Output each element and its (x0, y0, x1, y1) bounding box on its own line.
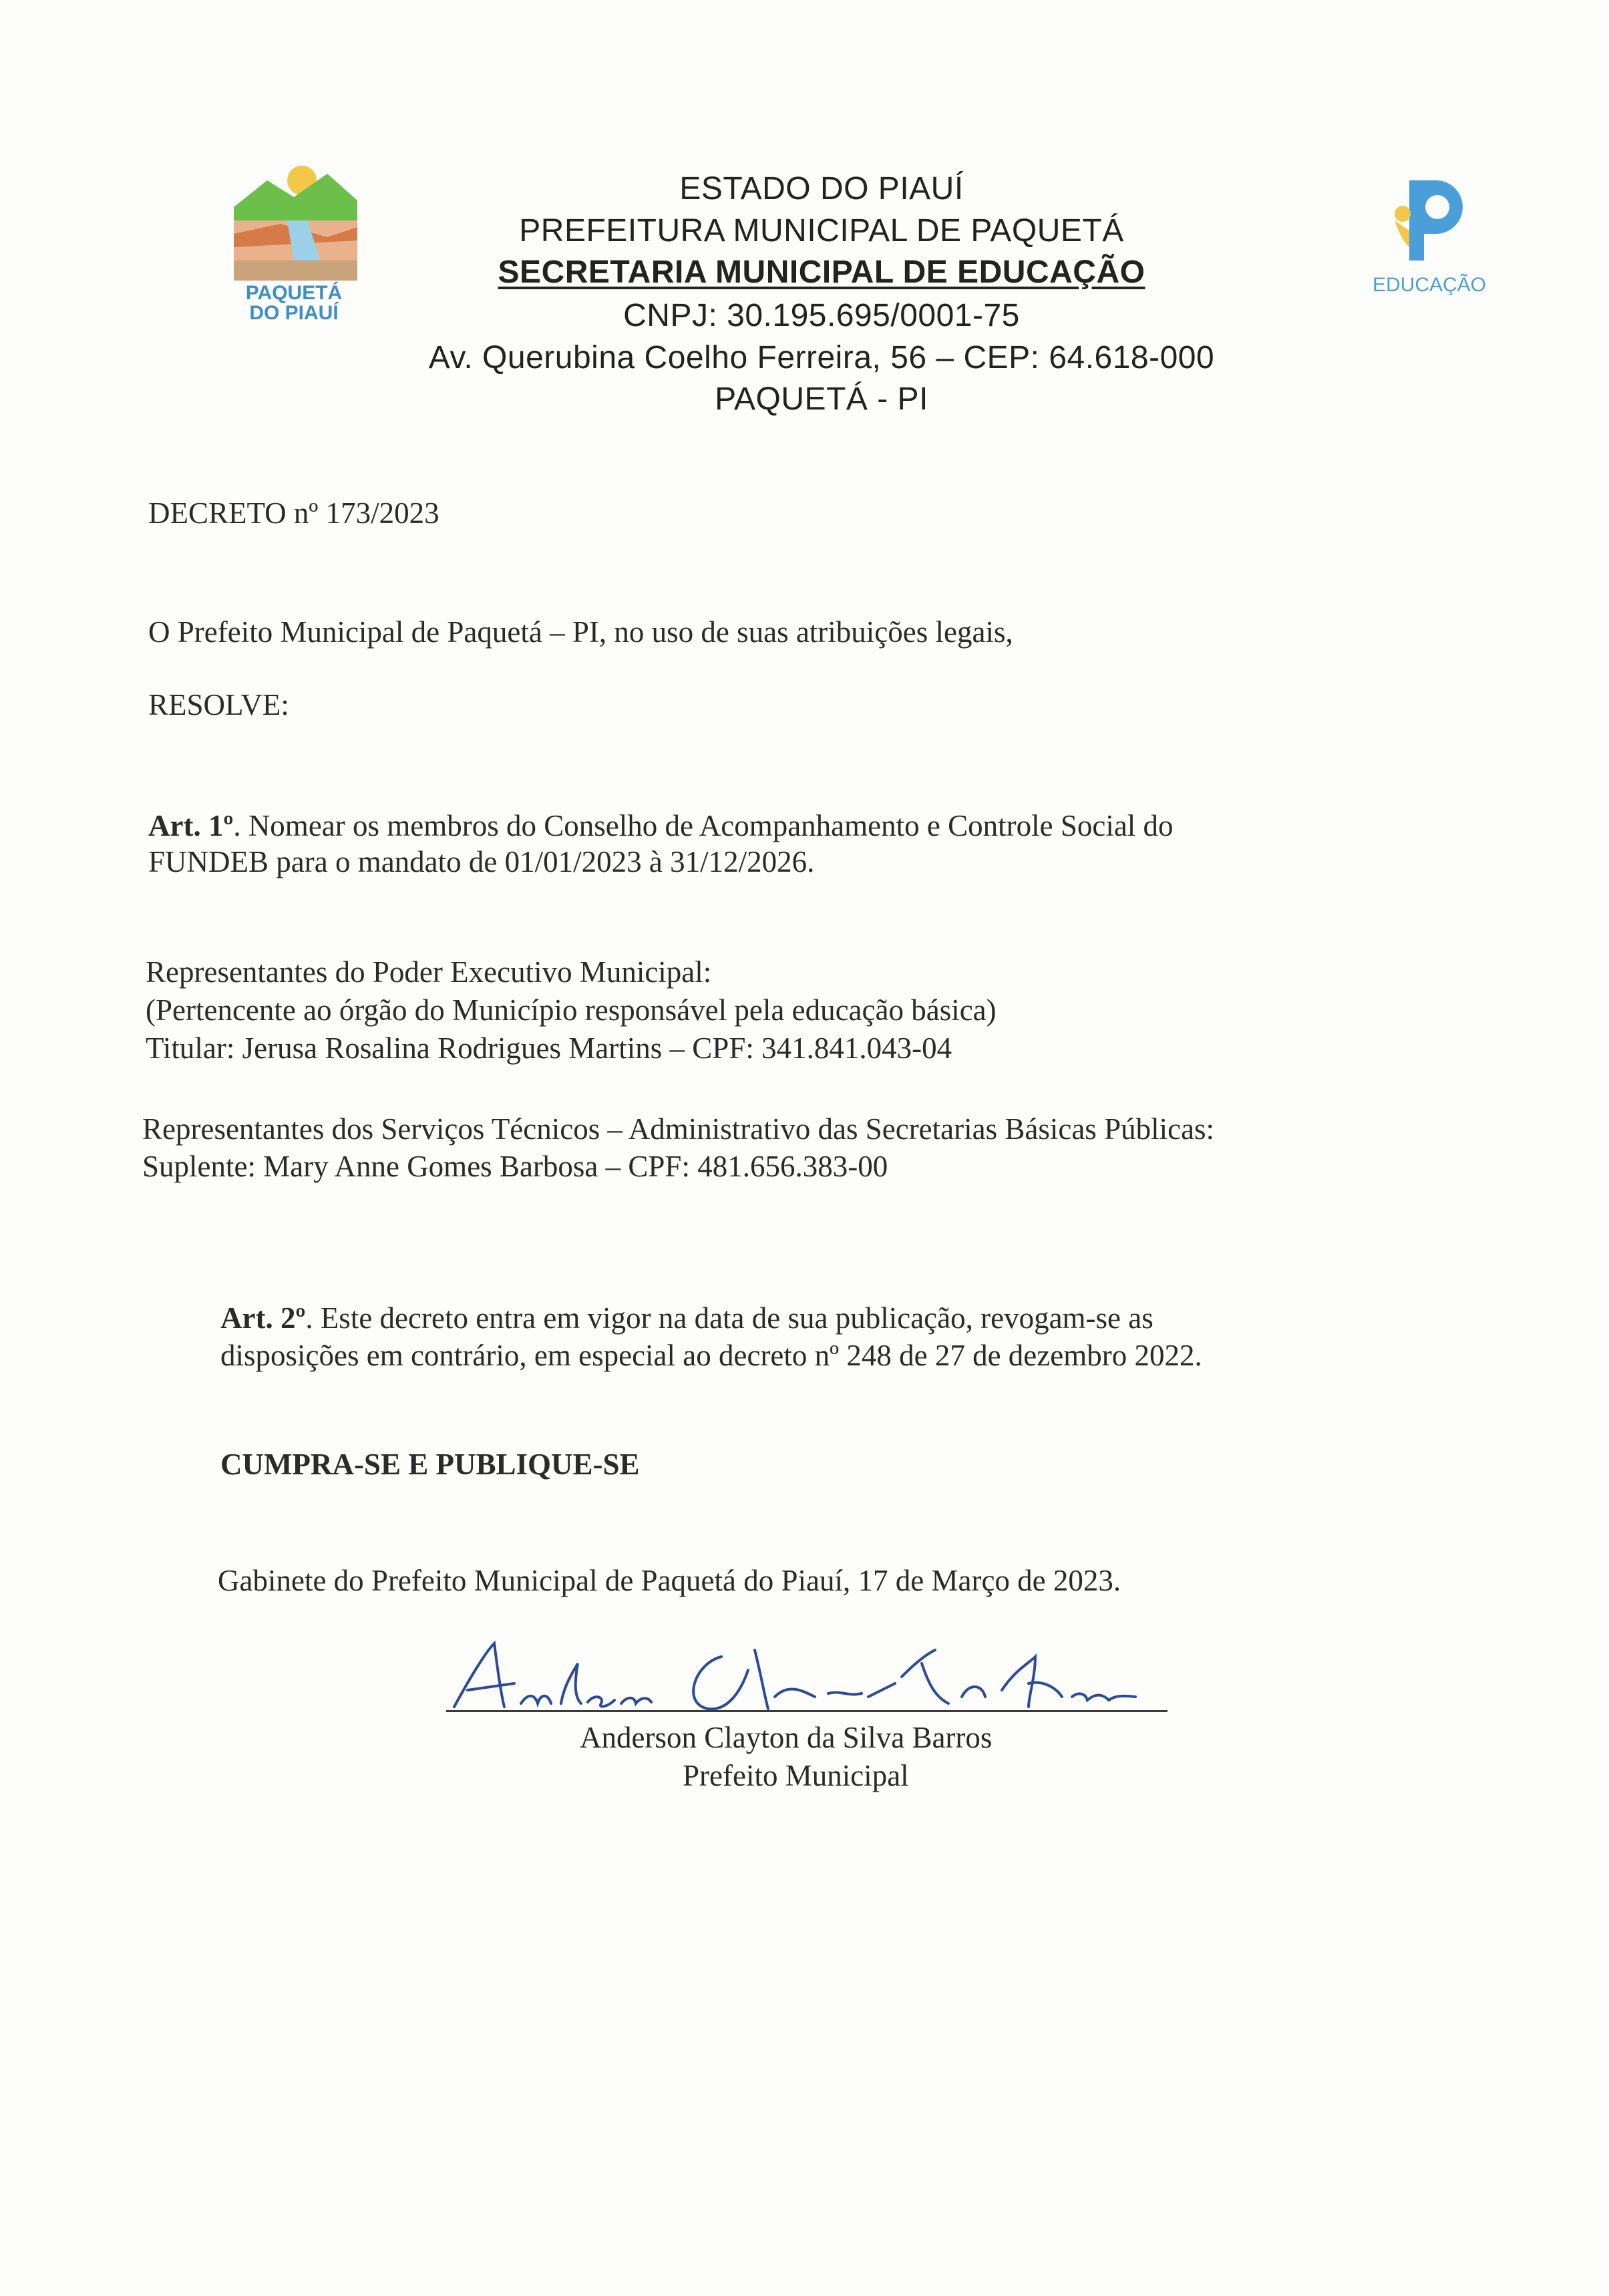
educacao-p-icon (1363, 167, 1496, 267)
header-secretariat: SECRETARIA MUNICIPAL DE EDUCAÇÃO (498, 255, 1145, 290)
educacao-logo (1363, 167, 1496, 314)
signatory-name: Anderson Clayton da Silva Barros (580, 1721, 993, 1754)
rep2-suplente: Suplente: Mary Anne Gomes Barbosa – CPF: 481.656.383-00 (142, 1150, 888, 1183)
decree-resolve: RESOLVE: (148, 688, 289, 721)
decree-number: DECRETO nº 173/2023 (148, 496, 439, 530)
signature-line (446, 1710, 1168, 1712)
rep1-titular: Titular: Jerusa Rosalina Rodrigues Martins – CPF: 341.841.043-04 (146, 1031, 952, 1065)
article-2-line2: disposições em contrário, em especial ao decreto nº 248 de 27 de dezembro 2022. (220, 1339, 1202, 1372)
header-city: PAQUETÁ - PI (715, 381, 928, 417)
article-1-text: . Nomear os membros do Conselho de Acompanhamento e Controle Social do (233, 809, 1174, 842)
place-date: Gabinete do Prefeito Municipal de Paquetá do Piauí, 17 de Março de 2023. (218, 1564, 1121, 1597)
article-1-line1 (148, 807, 1174, 844)
article-2-text: . Este decreto entra em vigor na data de sua publicação, revogam-se as (305, 1301, 1153, 1335)
rep2-heading: Representantes dos Serviços Técnicos – Administrativo das Secretarias Básicas Públicas: (142, 1112, 1215, 1146)
rep1-subtitle: (Pertencente ao órgão do Município responsável pela educação básica) (146, 993, 997, 1027)
paqueta-logo (227, 160, 361, 334)
article-2-label: Art. 2º (220, 1301, 306, 1335)
educacao-logo-text: EDUCAÇÃO (1372, 274, 1487, 296)
paqueta-logo-text2: DO PIAUÍ (249, 302, 339, 324)
header-prefecture: PREFEITURA MUNICIPAL DE PAQUETÁ (519, 213, 1124, 249)
article-1-label: Art. 1º (148, 809, 234, 842)
header-address: Av. Querubina Coelho Ferreira, 56 – CEP: 64.618-000 (428, 340, 1215, 375)
paqueta-logo-text1: PAQUETÁ (245, 282, 343, 304)
decree-preamble: O Prefeito Municipal de Paquetá – PI, no uso de suas atribuições legais, (148, 615, 1013, 649)
header-cnpj: CNPJ: 30.195.695/0001-75 (623, 298, 1020, 333)
signatory-title: Prefeito Municipal (683, 1759, 909, 1792)
rep1-heading: Representantes do Poder Executivo Municipal: (146, 955, 712, 989)
article-1-line2: FUNDEB para o mandato de 01/01/2023 à 31/12/2026. (148, 845, 815, 878)
header-state: ESTADO DO PIAUÍ (679, 171, 964, 206)
closing-statement: CUMPRA-SE E PUBLIQUE-SE (220, 1448, 640, 1481)
article-2-line1 (220, 1299, 1153, 1337)
handwritten-signature (441, 1630, 1176, 1724)
